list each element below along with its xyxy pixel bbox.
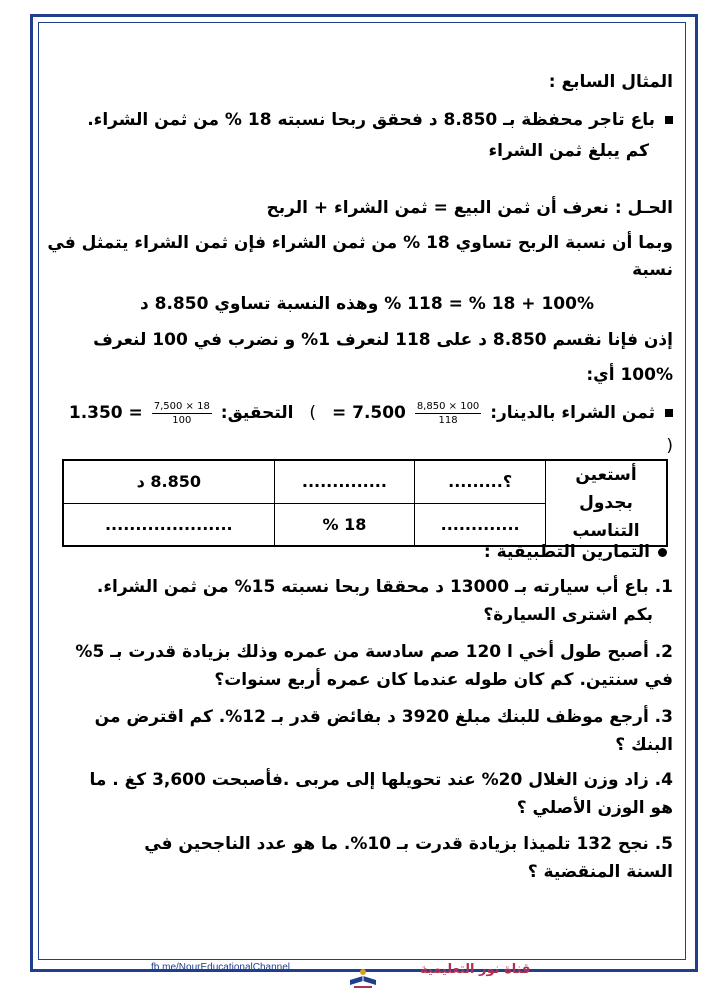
facebook-link[interactable]: fb.me/NourEducationalChannel [151, 962, 290, 973]
example-title: المثال السابع : [548, 72, 673, 92]
table-row [63, 460, 667, 503]
exercise-5-line1: 5. نجح 132 تلميذا بزيادة قدرت بـ 10%. ما هو عدد الناجحين في [144, 834, 673, 854]
solution-line2: وبما أن نسبة الربح تساوي 18 % من ثمن الشراء فإن ثمن الشراء يتمثل في [47, 233, 673, 253]
check-label: التحقيق: [220, 403, 294, 423]
table-header: أستعين بجدول التناسب [546, 460, 668, 546]
exercise-4-line1: 4. زاد وزن الغلال 20% عند تحويلها إلى مربى .فأصبحت 3,600 كغ . ما [89, 770, 673, 790]
exercises-title: التمارين التطبيقية : [484, 540, 667, 564]
check-result: 1.350 = [68, 403, 143, 423]
table-cell: 8.850 د [63, 460, 274, 503]
channel-logo-icon [346, 966, 380, 990]
proportion-table [62, 459, 668, 547]
exercise-2-line2: في سنتين. كم كان طوله عندما كان عمره أربع سنوات؟ [214, 670, 673, 690]
fraction-price: $\frac{100 \times 8,850}{118}$ [416, 400, 480, 426]
exercise-2-line1: 2. أصبح طول أخي ا 120 صم سادسة من عمره وذلك بزيادة قدرت بـ 5% [75, 642, 673, 662]
solution-line1: الحـل : نعرف أن ثمن البيع = ثمن الشراء + الربح [266, 198, 673, 218]
square-bullet-icon [665, 116, 673, 124]
table-cell: ؟......... [415, 460, 546, 503]
solution-line4: 100% + 18 % = 118 % وهذه النسبة تساوي 8.850 د [139, 294, 594, 314]
example-question-line1: باع تاجر محفظة بـ 8.850 د فحقق ربحا نسبته 18 % من ثمن الشراء. [87, 108, 673, 132]
channel-name: قناة نور التعليمية [420, 962, 531, 977]
solution-line3: نسبة [632, 260, 673, 280]
price-result: = 7.500 [331, 403, 406, 423]
example-question-line2: كم يبلغ ثمن الشراء [488, 141, 649, 161]
calculation-line [69, 393, 673, 433]
exercise-3-line1: 3. أرجع موظف للبنك مبلغ 3920 د بفائض قدر بـ 12%. كم اقترض من [94, 707, 673, 727]
exercise-5-line2: السنة المنقضية ؟ [527, 862, 673, 882]
exercise-4-line2: هو الوزن الأصلي ؟ [516, 798, 673, 818]
solution-line6: 100% أي: [586, 365, 673, 385]
table-cell: .............. [274, 460, 415, 503]
square-bullet-icon [665, 409, 673, 417]
solution-line5: إذن فإنا نقسم 8.850 د على 118 لنعرف 1% و نضرب في 100 لنعرف [93, 330, 673, 350]
price-label: ثمن الشراء بالدينار: [490, 403, 655, 423]
exercise-1-line2: بكم اشترى السيارة؟ [483, 605, 653, 625]
fraction-check: $\frac{18 \times 7,500}{100}$ [153, 400, 210, 426]
paren-close: ) [309, 403, 317, 423]
table-cell: ............. [415, 503, 546, 546]
round-bullet-icon [658, 548, 667, 557]
exercise-1-line1: 1. باع أب سيارته بـ 13000 د محققا ربحا نسبته 15% من ثمن الشراء. [96, 577, 673, 597]
table-cell: 18 % [274, 503, 415, 546]
exercise-3-line2: البنك ؟ [615, 735, 673, 755]
paren-open: ( [666, 436, 673, 456]
table-cell: ..................... [63, 503, 274, 546]
